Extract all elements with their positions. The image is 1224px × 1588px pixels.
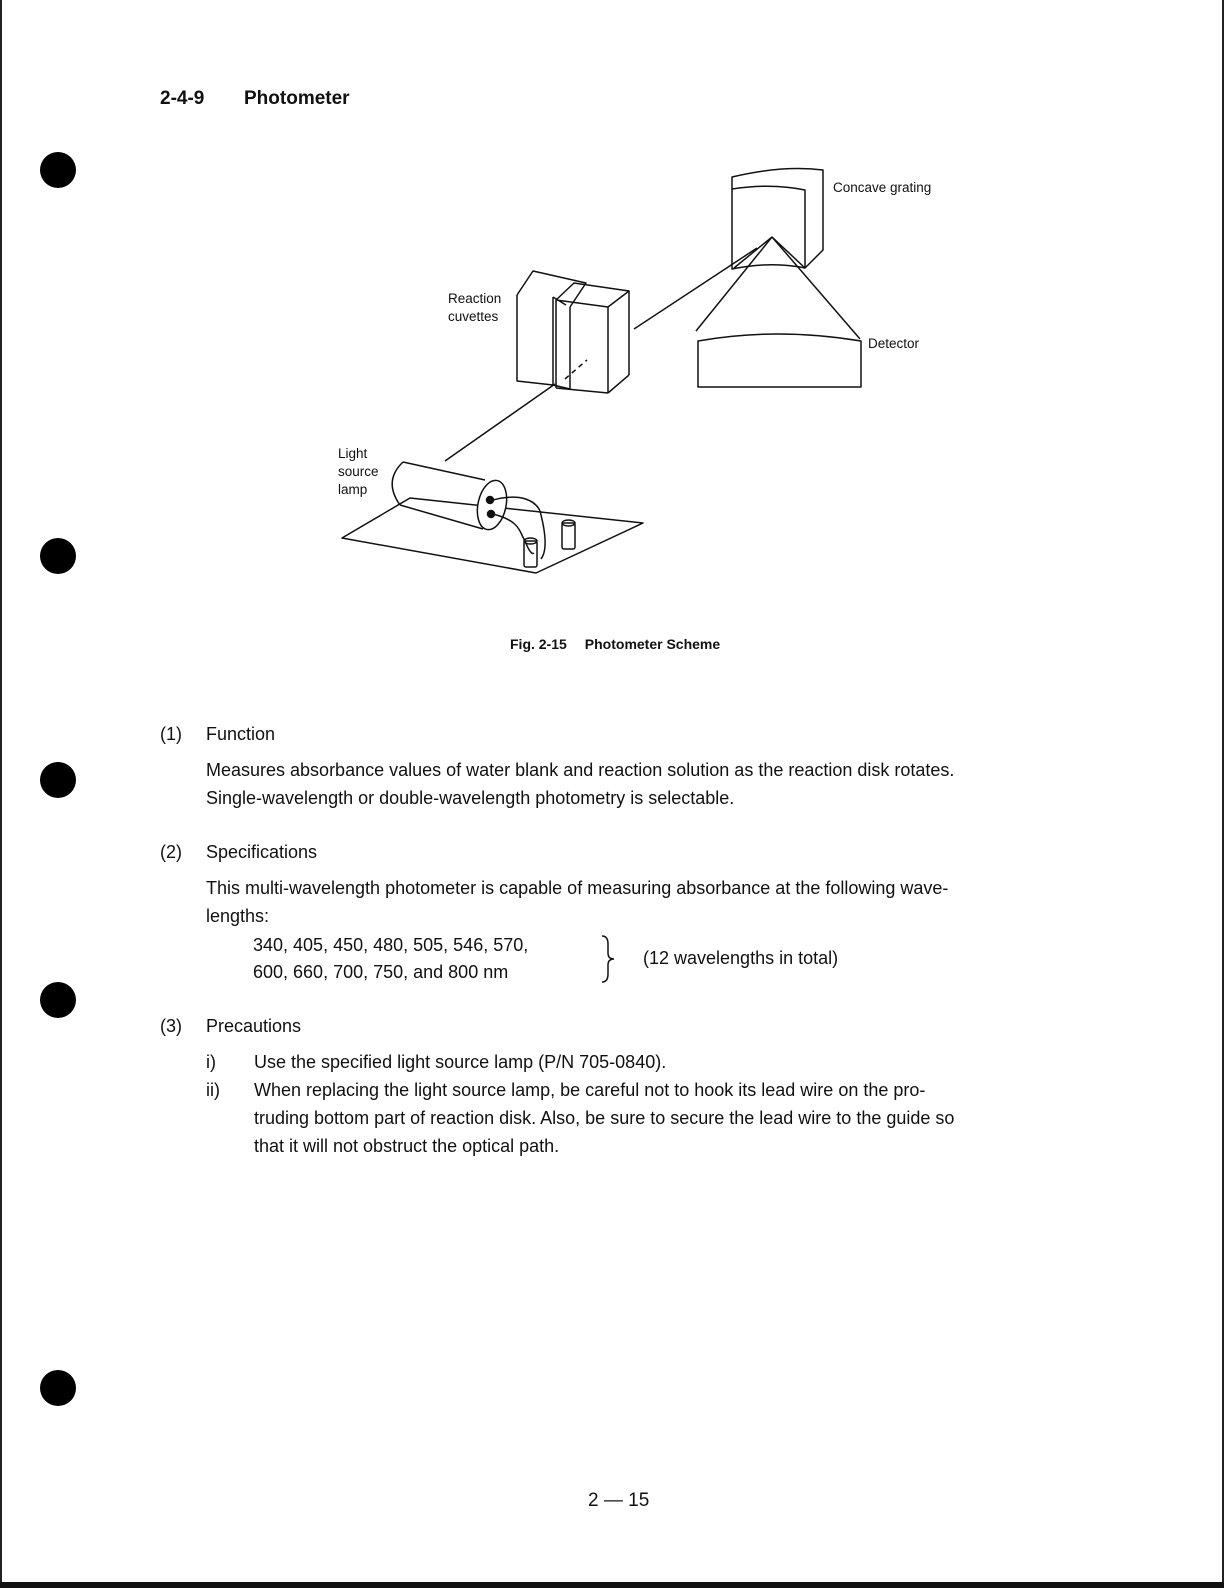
binder-hole (40, 982, 76, 1018)
precaution-item (206, 1048, 1080, 1076)
wavelength-total: (12 wavelengths in total) (643, 948, 839, 968)
figure-caption (510, 636, 720, 652)
precautions-title: Precautions (206, 1016, 302, 1036)
precaution-line: truding bottom part of reaction disk. Also, be sure to secure the lead wire to the guide so (254, 1108, 955, 1128)
detector-shape (698, 334, 861, 387)
page-border-left (0, 0, 2, 1588)
function-paragraph (206, 756, 1080, 812)
function-heading (160, 720, 1080, 748)
precautions-section (160, 1012, 1080, 1160)
light-source-lamp-label: source (338, 464, 379, 479)
guide-post-shape (562, 520, 575, 549)
specifications-title: Specifications (206, 842, 318, 862)
light-source-lamp-label: lamp (338, 482, 368, 497)
photometer-figure (320, 155, 980, 625)
specifications-number: (2) (160, 842, 182, 862)
figure-title: Photometer Scheme (584, 636, 721, 652)
function-title: Function (206, 724, 276, 744)
right-brace-icon (598, 934, 618, 984)
function-section (160, 720, 1080, 812)
photometer-scheme-diagram (320, 155, 980, 625)
specifications-paragraph (206, 874, 1080, 930)
wavelength-list (253, 932, 953, 988)
binder-hole (40, 152, 76, 188)
precautions-heading (160, 1012, 1080, 1040)
binder-hole (40, 1370, 76, 1406)
light-beam-lower (445, 384, 555, 461)
precaution-item (206, 1076, 1080, 1160)
binder-hole (40, 762, 76, 798)
light-beam-upper (634, 248, 757, 329)
wavelength-line: 600, 660, 700, 750, and 800 nm (253, 962, 509, 982)
precaution-line: When replacing the light source lamp, be careful not to hook its lead wire on the pro- (254, 1080, 926, 1100)
specifications-section (160, 838, 1080, 930)
light-source-lamp-shape (392, 462, 511, 532)
paragraph-line: This multi-wavelength photometer is capable of measuring absorbance at the following wave- (206, 878, 949, 898)
reaction-cuvettes-shape (517, 271, 629, 393)
section-number: 2-4-9 (160, 88, 205, 109)
list-marker: i) (206, 1052, 216, 1072)
reaction-cuvettes-label: cuvettes (448, 309, 499, 324)
section-title: Photometer (244, 88, 350, 109)
function-number: (1) (160, 724, 182, 744)
wavelength-line: 340, 405, 450, 480, 505, 546, 570, (253, 935, 529, 955)
paragraph-line: Single-wavelength or double-wavelength photometry is selectable. (206, 788, 735, 808)
light-source-lamp-label: Light (338, 446, 368, 461)
precaution-line: Use the specified light source lamp (P/N 705-0840). (254, 1052, 667, 1072)
specifications-heading (160, 838, 1080, 866)
light-beam-dashed (565, 360, 587, 379)
section-heading (160, 88, 350, 110)
page-border-bottom (0, 1582, 1224, 1588)
figure-number: Fig. 2-15 (510, 636, 567, 652)
paragraph-line: lengths: (206, 906, 270, 926)
reaction-cuvettes-label: Reaction (448, 291, 502, 306)
detector-label: Detector (868, 336, 920, 351)
page-number: 2 — 15 (588, 1490, 650, 1511)
list-marker: ii) (206, 1080, 220, 1100)
precautions-number: (3) (160, 1016, 182, 1036)
precaution-line: that it will not obstruct the optical path. (254, 1136, 560, 1156)
binder-hole (40, 538, 76, 574)
concave-grating-label: Concave grating (833, 180, 932, 195)
paragraph-line: Measures absorbance values of water blank and reaction solution as the reaction disk rotates. (206, 760, 955, 780)
